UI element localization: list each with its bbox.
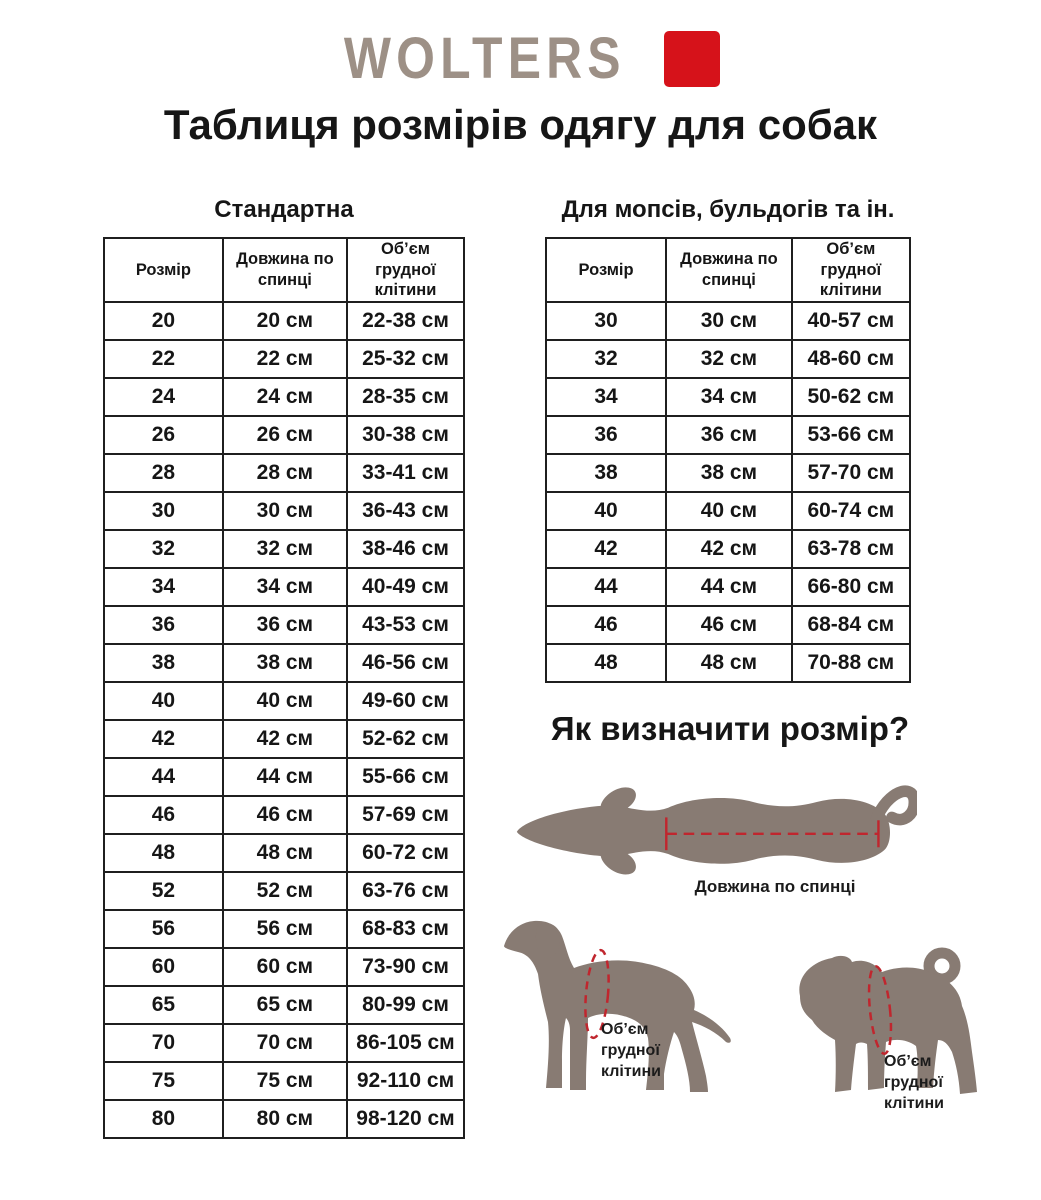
guide-title: Як визначити розмір? xyxy=(550,710,910,747)
table-row xyxy=(104,986,464,1024)
table-cell: 48 xyxy=(546,644,666,682)
table-cell: 49-60 см xyxy=(347,682,464,720)
table-cell: 70-88 см xyxy=(792,644,910,682)
table-cell: 20 xyxy=(104,302,223,340)
table-cell: 44 xyxy=(546,568,666,606)
table-cell: 63-78 см xyxy=(792,530,910,568)
table-row xyxy=(104,796,464,834)
brand-logo xyxy=(0,26,1041,91)
table-cell: 46 xyxy=(546,606,666,644)
table-row xyxy=(104,492,464,530)
table-cell: 73-90 см xyxy=(347,948,464,986)
column-header-chest: Об’єм грудної клітини xyxy=(347,238,464,302)
table-cell: 66-80 см xyxy=(792,568,910,606)
table-header-row xyxy=(546,238,910,302)
table-cell: 28 xyxy=(104,454,223,492)
table-cell: 22 см xyxy=(223,340,347,378)
table-cell: 80 xyxy=(104,1100,223,1138)
table-cell: 34 xyxy=(546,378,666,416)
table-cell: 22-38 см xyxy=(347,302,464,340)
dog-topview-illustration xyxy=(512,772,917,884)
table-row xyxy=(546,302,910,340)
column-header-back-length: Довжина по спинці xyxy=(666,238,792,302)
table-cell: 42 см xyxy=(223,720,347,758)
table-row xyxy=(546,568,910,606)
table-cell: 52 xyxy=(104,872,223,910)
table-cell: 30 см xyxy=(666,302,792,340)
table-cell: 56 см xyxy=(223,910,347,948)
table-cell: 86-105 см xyxy=(347,1024,464,1062)
table-cell: 40 xyxy=(104,682,223,720)
brand-logo-text: WOLTERS xyxy=(344,26,626,91)
table-cell: 38-46 см xyxy=(347,530,464,568)
table-row xyxy=(546,644,910,682)
table-row xyxy=(104,872,464,910)
table-row xyxy=(104,720,464,758)
table-cell: 26 xyxy=(104,416,223,454)
table-cell: 43-53 см xyxy=(347,606,464,644)
table-cell: 48 xyxy=(104,834,223,872)
table-row xyxy=(546,416,910,454)
table-cell: 80 см xyxy=(223,1100,347,1138)
table-row xyxy=(104,834,464,872)
table-cell: 44 xyxy=(104,758,223,796)
table-row xyxy=(546,340,910,378)
table-cell: 57-69 см xyxy=(347,796,464,834)
table-cell: 25-32 см xyxy=(347,340,464,378)
bulldogs-table-title: Для мопсів, бульдогів та ін. xyxy=(561,196,895,223)
table-cell: 70 xyxy=(104,1024,223,1062)
table-row xyxy=(104,1062,464,1100)
table-cell: 36 см xyxy=(666,416,792,454)
table-cell: 26 см xyxy=(223,416,347,454)
table-cell: 32 см xyxy=(223,530,347,568)
table-row xyxy=(104,644,464,682)
table-row xyxy=(104,682,464,720)
chest-volume-label: Об’єм грудної клітини xyxy=(884,1053,944,1112)
back-length-label: Довжина по спинці xyxy=(694,877,856,896)
table-cell: 53-66 см xyxy=(792,416,910,454)
table-cell: 38 см xyxy=(666,454,792,492)
table-cell: 36-43 см xyxy=(347,492,464,530)
table-cell: 55-66 см xyxy=(347,758,464,796)
table-cell: 30 см xyxy=(223,492,347,530)
table-cell: 40-57 см xyxy=(792,302,910,340)
standard-table-title: Стандартна xyxy=(214,196,354,223)
table-cell: 30 xyxy=(546,302,666,340)
column-header-size: Розмір xyxy=(546,238,666,302)
table-cell: 46 см xyxy=(223,796,347,834)
table-cell: 92-110 см xyxy=(347,1062,464,1100)
table-cell: 40 см xyxy=(666,492,792,530)
table-cell: 28 см xyxy=(223,454,347,492)
table-cell: 32 xyxy=(546,340,666,378)
table-cell: 20 см xyxy=(223,302,347,340)
dog-topview-tail xyxy=(877,791,915,819)
table-cell: 36 xyxy=(546,416,666,454)
table-cell: 36 см xyxy=(223,606,347,644)
table-row xyxy=(104,910,464,948)
table-cell: 30-38 см xyxy=(347,416,464,454)
table-cell: 48 см xyxy=(666,644,792,682)
table-cell: 46-56 см xyxy=(347,644,464,682)
table-cell: 68-83 см xyxy=(347,910,464,948)
table-cell: 28-35 см xyxy=(347,378,464,416)
column-header-chest: Об’єм грудної клітини xyxy=(792,238,910,302)
table-row xyxy=(104,378,464,416)
table-row xyxy=(104,454,464,492)
table-cell: 42 xyxy=(104,720,223,758)
size-table-bulldogs xyxy=(545,237,911,683)
table-cell: 65 xyxy=(104,986,223,1024)
table-cell: 60-74 см xyxy=(792,492,910,530)
red-square-icon xyxy=(664,31,720,87)
table-cell: 68-84 см xyxy=(792,606,910,644)
table-cell: 56 xyxy=(104,910,223,948)
table-cell: 70 см xyxy=(223,1024,347,1062)
table-cell: 40-49 см xyxy=(347,568,464,606)
table-cell: 34 см xyxy=(666,378,792,416)
table-row xyxy=(104,1024,464,1062)
table-cell: 65 см xyxy=(223,986,347,1024)
table-cell: 40 см xyxy=(223,682,347,720)
table-row xyxy=(104,758,464,796)
table-cell: 60-72 см xyxy=(347,834,464,872)
table-cell: 42 xyxy=(546,530,666,568)
column-header-back-length: Довжина по спинці xyxy=(223,238,347,302)
table-cell: 46 xyxy=(104,796,223,834)
table-cell: 48-60 см xyxy=(792,340,910,378)
table-cell: 52-62 см xyxy=(347,720,464,758)
table-row xyxy=(546,492,910,530)
table-row xyxy=(104,416,464,454)
chest-volume-label: Об’єм грудної клітини xyxy=(601,1021,661,1080)
table-cell: 38 xyxy=(546,454,666,492)
table-cell: 40 xyxy=(546,492,666,530)
table-cell: 50-62 см xyxy=(792,378,910,416)
table-cell: 48 см xyxy=(223,834,347,872)
table-cell: 22 xyxy=(104,340,223,378)
page-title: Таблиця розмірів одягу для собак xyxy=(163,101,878,148)
table-header-row xyxy=(104,238,464,302)
table-cell: 52 см xyxy=(223,872,347,910)
table-cell: 34 xyxy=(104,568,223,606)
table-cell: 32 см xyxy=(666,340,792,378)
table-cell: 32 xyxy=(104,530,223,568)
table-cell: 38 xyxy=(104,644,223,682)
table-row xyxy=(104,340,464,378)
table-cell: 75 см xyxy=(223,1062,347,1100)
table-cell: 63-76 см xyxy=(347,872,464,910)
table-cell: 44 см xyxy=(223,758,347,796)
table-cell: 42 см xyxy=(666,530,792,568)
table-row xyxy=(546,606,910,644)
table-cell: 30 xyxy=(104,492,223,530)
column-header-size: Розмір xyxy=(104,238,223,302)
table-cell: 46 см xyxy=(666,606,792,644)
table-cell: 98-120 см xyxy=(347,1100,464,1138)
table-cell: 57-70 см xyxy=(792,454,910,492)
dog-topview-body xyxy=(517,787,890,874)
table-cell: 33-41 см xyxy=(347,454,464,492)
table-row xyxy=(104,1100,464,1138)
size-table-standard xyxy=(103,237,465,1139)
table-cell: 75 xyxy=(104,1062,223,1100)
table-cell: 80-99 см xyxy=(347,986,464,1024)
table-row xyxy=(104,606,464,644)
table-row xyxy=(546,530,910,568)
table-cell: 44 см xyxy=(666,568,792,606)
table-row xyxy=(104,568,464,606)
table-cell: 36 xyxy=(104,606,223,644)
table-row xyxy=(546,454,910,492)
table-row xyxy=(104,948,464,986)
table-cell: 38 см xyxy=(223,644,347,682)
table-cell: 24 см xyxy=(223,378,347,416)
table-cell: 34 см xyxy=(223,568,347,606)
table-cell: 60 xyxy=(104,948,223,986)
table-cell: 24 xyxy=(104,378,223,416)
table-row xyxy=(546,378,910,416)
table-row xyxy=(104,302,464,340)
table-cell: 60 см xyxy=(223,948,347,986)
table-row xyxy=(104,530,464,568)
